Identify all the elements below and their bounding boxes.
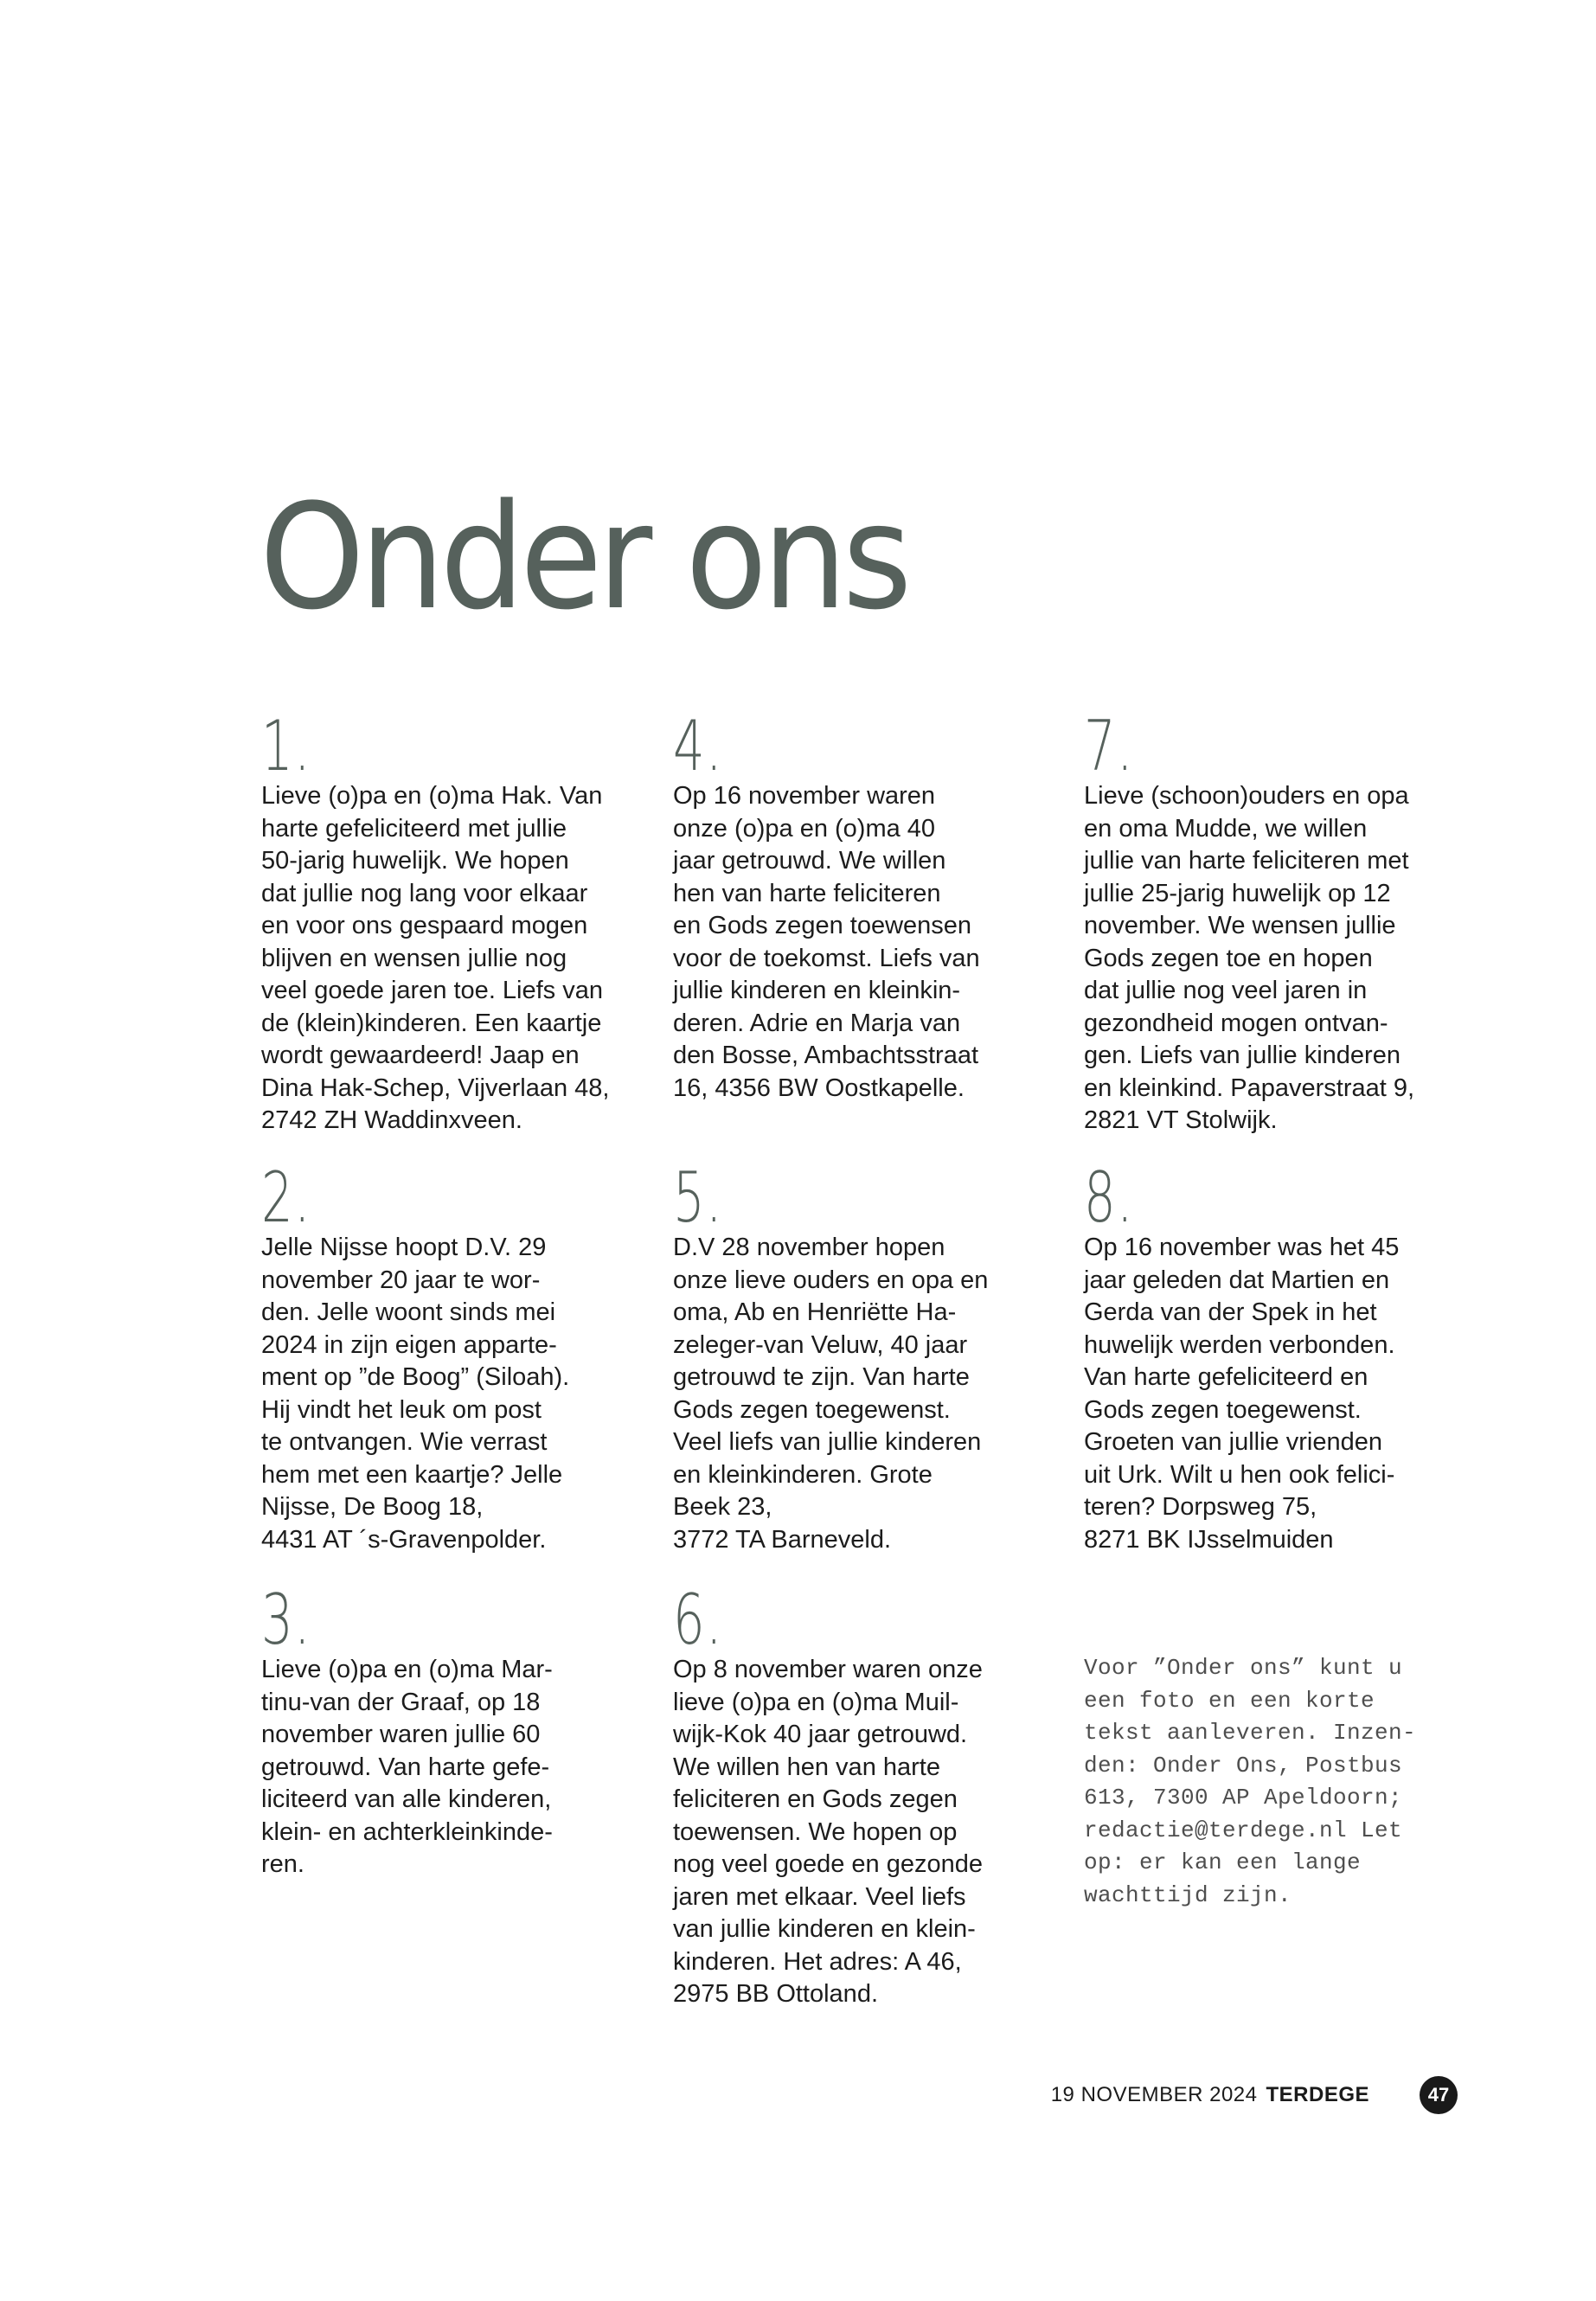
entry-text: Op 16 november was het 45 jaar geleden dat Martien en Gerda van der Spek in het huwelijk werden verbonden. Van harte gefeliciteerd en Gods zegen toegewenst. Groeten van jullie vrienden uit Urk. Wilt u hen ook felici- teren? Dorpsweg 75, 8271 BK IJsselmuiden (1084, 1234, 1400, 1554)
entry-text: Lieve (o)pa en (o)ma Mar- tinu-van der Graaf, op 18 november waren jullie 60 getrouwd. Van harte gefe- liciteerd van alle kinderen, klein- en achterkleinkinde- ren. (261, 1656, 553, 1878)
entry-text: Jelle Nijsse hoopt D.V. 29 november 20 jaar te wor- den. Jelle woont sinds mei 2024 in zijn eigen apparte- ment op ”de Boog” (Siloah). Hij vindt het leuk om post te ontvangen. Wie verrast hem met een kaartje? Jelle Nijsse, De Boog 18, 4431 AT ´s-Gravenpolder. (261, 1234, 570, 1554)
page-title: Onder ons (260, 472, 907, 642)
page-footer (1051, 2076, 1458, 2114)
entry-6 (673, 1580, 1045, 2011)
page-number: 47 (1420, 2076, 1458, 2114)
entry-text: Lieve (o)pa en (o)ma Hak. Van harte gefeliciteerd met jullie 50-jarig huwelijk. We hopen dat jullie nog lang voor elkaar en voor ons gespaard mogen blijven en wensen jullie nog veel goede jaren toe. Liefs van de (klein)kinderen. Een kaartje wordt gewaardeerd! Jaap en Dina Hak-Schep, Vijverlaan 48, 2742 ZH Waddinxveen. (261, 782, 610, 1134)
entry-text: D.V 28 november hopen onze lieve ouders en opa en oma, Ab en Henriëtte Ha- zeleger-van Veluw, 40 jaar getrouwd te zijn. Van harte Gods zegen toegewenst. Veel liefs van jullie kinderen en kleinkinderen. Grote Beek 23, 3772 TA Barneveld. (673, 1234, 989, 1554)
entry-number: 6. (673, 1580, 723, 1660)
entry-number: 3. (261, 1580, 311, 1660)
entry-4 (673, 706, 1045, 1105)
entry-number: 2. (261, 1157, 311, 1238)
entry-7 (1084, 706, 1456, 1138)
entry-number: 8. (1084, 1157, 1134, 1238)
entry-5 (673, 1157, 1045, 1556)
entry-text: Lieve (schoon)ouders en opa en oma Mudde, we willen jullie van harte feliciteren met jullie 25-jarig huwelijk op 12 november. We wensen jullie Gods zegen toe en hopen dat jullie nog veel jaren in gezondheid mogen ontvan- gen. Liefs van jullie kinderen en kleinkind. Papaverstraat 9, 2821 VT Stolwijk. (1084, 782, 1415, 1134)
entry-text: Op 8 november waren onze lieve (o)pa en (o)ma Muil- wijk-Kok 40 jaar getrouwd. We willen hen van harte feliciteren en Gods zegen toewensen. We hopen op nog veel goede en gezonde jaren met elkaar. Veel liefs van jullie kinderen en klein- kinderen. Het adres: A 46, 2975 BB Ottoland. (673, 1656, 983, 2008)
entry-number: 7. (1084, 706, 1134, 786)
entry-number: 4. (673, 706, 723, 786)
magazine-name: TERDEGE (1266, 2083, 1369, 2106)
issue-date: 19 NOVEMBER 2024 (1050, 2083, 1258, 2106)
submission-note: Voor ”Onder ons” kunt u een foto en een korte tekst aanleveren. Inzen- den: Onder Ons, Postbus 613, 7300 AP Apeldoorn; redactie@terdege.nl Let op: er kan een lange wachttijd zijn. (1084, 1655, 1417, 1908)
entry-text: Op 16 november waren onze (o)pa en (o)ma 40 jaar getrouwd. We willen hen van harte feliciteren en Gods zegen toewensen voor de toekomst. Liefs van jullie kinderen en kleinkin- deren. Adrie en Marja van den Bosse, Ambachtsstraat 16, 4356 BW Oostkapelle. (673, 782, 980, 1102)
entry-3 (261, 1580, 633, 1881)
entry-8 (1084, 1157, 1456, 1556)
entry-number: 1. (261, 706, 311, 786)
entry-1 (261, 706, 633, 1138)
entry-2 (261, 1157, 633, 1556)
entry-number: 5. (673, 1157, 723, 1238)
